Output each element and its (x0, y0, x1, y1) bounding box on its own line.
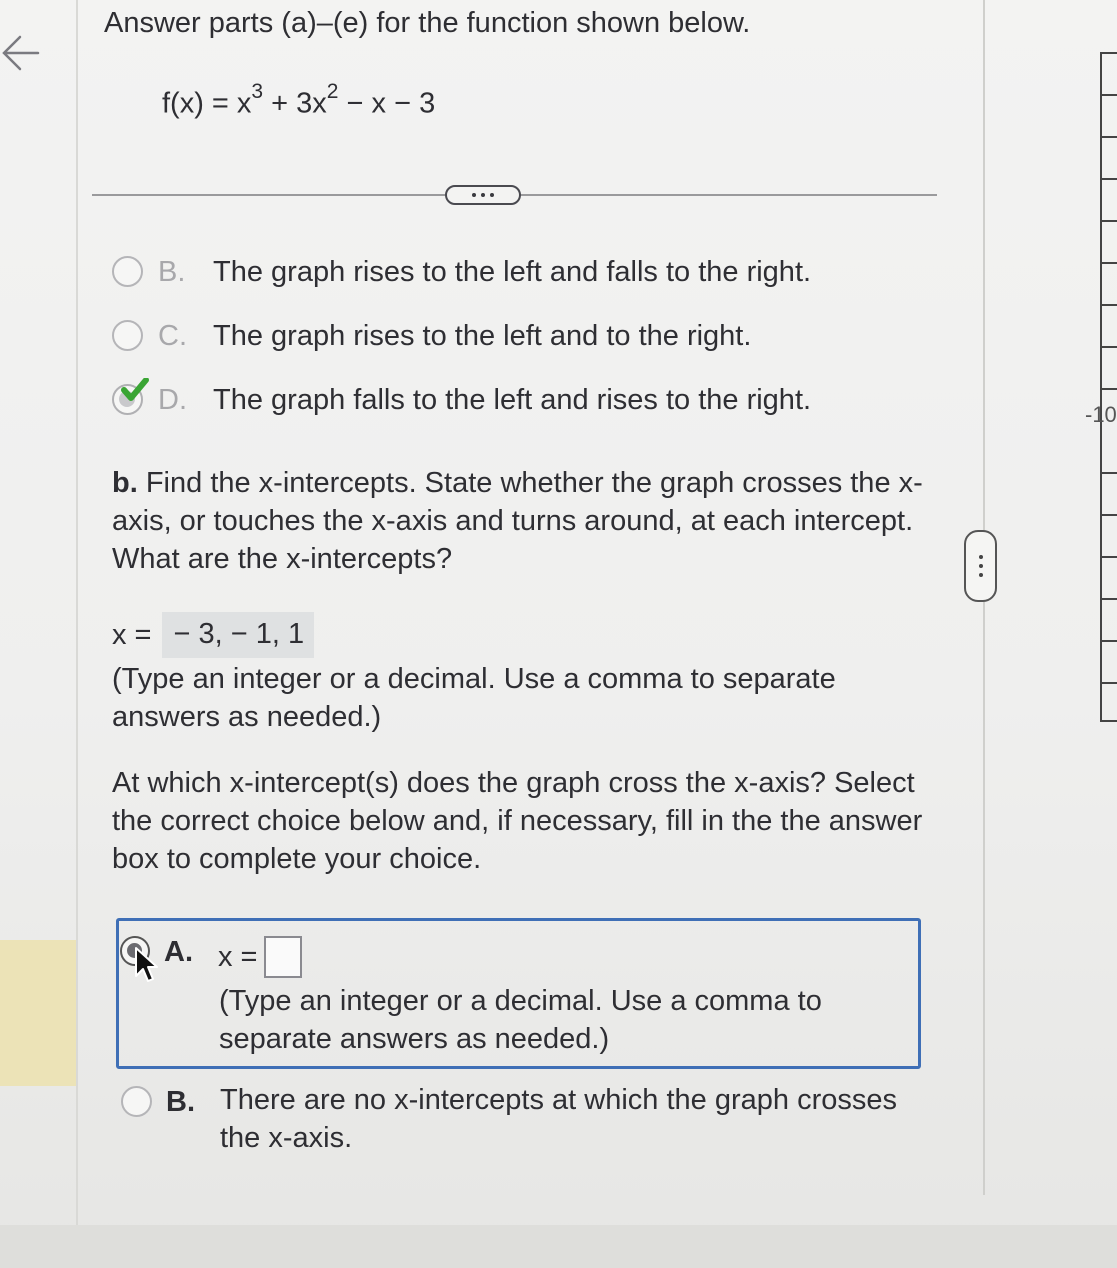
choice-letter: C. (158, 320, 187, 352)
function-lhs: f(x) = x (162, 87, 252, 120)
checkmark-icon (110, 378, 150, 410)
choice-c[interactable] (112, 320, 751, 353)
grid-line (1102, 220, 1117, 222)
function-term: − x − 3 (338, 87, 436, 120)
back-arrow-icon[interactable] (0, 28, 40, 78)
radio-button[interactable] (112, 320, 143, 351)
grid-line (1102, 136, 1117, 138)
question-title: Answer parts (a)–(e) for the function shown below. (104, 7, 751, 39)
radio-button[interactable] (112, 256, 143, 287)
choice-a-answer-row (218, 936, 302, 978)
choice-letter: D. (158, 384, 187, 416)
answer-prefix: x = (112, 618, 152, 651)
choice-b-text: There are no x-intercepts at which the graph crosses the x-axis. (220, 1084, 897, 1154)
grid-line (1102, 640, 1117, 642)
grid-line (1102, 598, 1117, 600)
cross-intercepts-input[interactable] (264, 936, 302, 978)
exponent: 2 (326, 80, 339, 103)
highlight-strip (0, 940, 76, 1086)
grid-line (1102, 472, 1117, 474)
grid-line (1102, 556, 1117, 558)
radio-button[interactable] (121, 1086, 152, 1117)
function-term: + 3x (263, 87, 327, 120)
grid-line (1102, 514, 1117, 516)
cross-question: At which x-intercept(s) does the graph cross the x-axis? Select the correct choice below and, if necessary, fill in the the answer box to complete your choice. (112, 767, 923, 875)
dot-icon (490, 193, 494, 197)
intercepts-answer-row (112, 612, 314, 658)
choice-letter: A. (164, 936, 193, 968)
grid-line (1102, 52, 1117, 54)
part-label: b. (112, 467, 138, 499)
panel-resize-handle[interactable] (964, 530, 997, 602)
answer-hint: (Type an integer or a decimal. Use a comma to separate answers as needed.) (112, 663, 836, 733)
choice-text: The graph falls to the left and rises to the right. (213, 384, 812, 416)
answer-value: − 3, − 1, 1 (173, 617, 305, 650)
exponent: 3 (251, 80, 264, 103)
mouse-cursor-icon (134, 946, 160, 984)
grid-line (1102, 94, 1117, 96)
dot-icon (979, 564, 983, 568)
grid-line (1102, 720, 1117, 722)
choice-text: The graph rises to the left and falls to the right. (213, 256, 812, 288)
dot-icon (979, 573, 983, 577)
function-expression (162, 80, 436, 121)
choice-d[interactable] (112, 384, 811, 417)
choice-letter: B. (166, 1086, 195, 1118)
prompt-text: Find the x-intercepts. State whether the graph crosses the x-axis, or touches the x-axis and turns around, at each intercept. What are the x-intercepts? (112, 467, 923, 575)
choice-b-no-intercepts[interactable] (121, 1086, 221, 1119)
radio-button-selected[interactable] (112, 384, 143, 415)
choice-a-hint: (Type an integer or a decimal. Use a comma to separate answers as needed.) (219, 985, 822, 1055)
grid-line (1102, 178, 1117, 180)
choice-b[interactable] (112, 256, 811, 289)
graph-panel (1100, 52, 1117, 722)
intercepts-answer-field[interactable] (162, 612, 315, 658)
expand-button[interactable] (445, 185, 521, 205)
choice-letter: B. (158, 256, 186, 288)
grid-line (1102, 682, 1117, 684)
grid-line (1102, 346, 1117, 348)
dot-icon (472, 193, 476, 197)
grid-line (1102, 388, 1117, 390)
part-b-prompt (112, 464, 932, 578)
axis-tick-label: -10 (1085, 402, 1117, 427)
grid-line (1102, 262, 1117, 264)
bottom-bar (0, 1225, 1117, 1268)
choice-text: The graph rises to the left and to the right. (213, 320, 752, 352)
dot-icon (481, 193, 485, 197)
answer-prefix: x = (218, 940, 258, 973)
grid-line (1102, 304, 1117, 306)
dot-icon (979, 555, 983, 559)
